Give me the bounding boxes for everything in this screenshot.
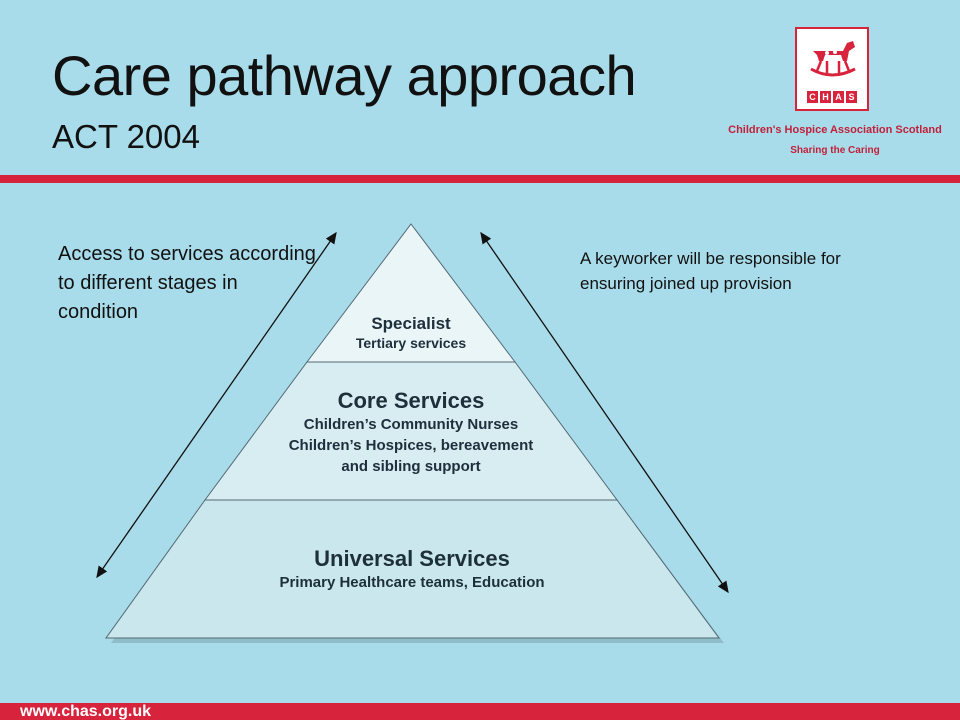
tier-heading: Core Services xyxy=(337,388,485,413)
logo-letter: H xyxy=(820,91,831,103)
tier-core-services xyxy=(240,387,582,477)
page-subtitle: ACT 2004 xyxy=(52,118,200,155)
logo-letter: C xyxy=(807,91,818,103)
tier-detail: Tertiary services xyxy=(355,335,467,351)
logo-letter: A xyxy=(833,91,844,103)
tier-specialist xyxy=(311,313,511,353)
org-tagline: Sharing the Caring xyxy=(790,145,880,156)
footer-bar xyxy=(0,703,960,720)
logo-letter: S xyxy=(846,91,857,103)
tier-detail: Children’s Hospices, bereavement xyxy=(288,437,534,454)
keyworker-note: A keyworker will be responsible for ensuring joined up provision xyxy=(580,249,841,293)
tier-heading: Universal Services xyxy=(314,546,510,571)
tier-heading: Specialist xyxy=(371,314,451,333)
tier-detail: and sibling support xyxy=(341,458,481,475)
tier-detail: Children’s Community Nurses xyxy=(303,416,519,433)
access-note: Access to services according to different stages in condition xyxy=(58,243,316,323)
footer-url[interactable]: www.chas.org.uk xyxy=(20,703,151,720)
tier-universal-services xyxy=(200,545,624,593)
org-name: Children's Hospice Association Scotland xyxy=(728,124,942,136)
tier-detail: Primary Healthcare teams, Education xyxy=(279,574,545,591)
page-title: Care pathway approach xyxy=(52,44,637,107)
